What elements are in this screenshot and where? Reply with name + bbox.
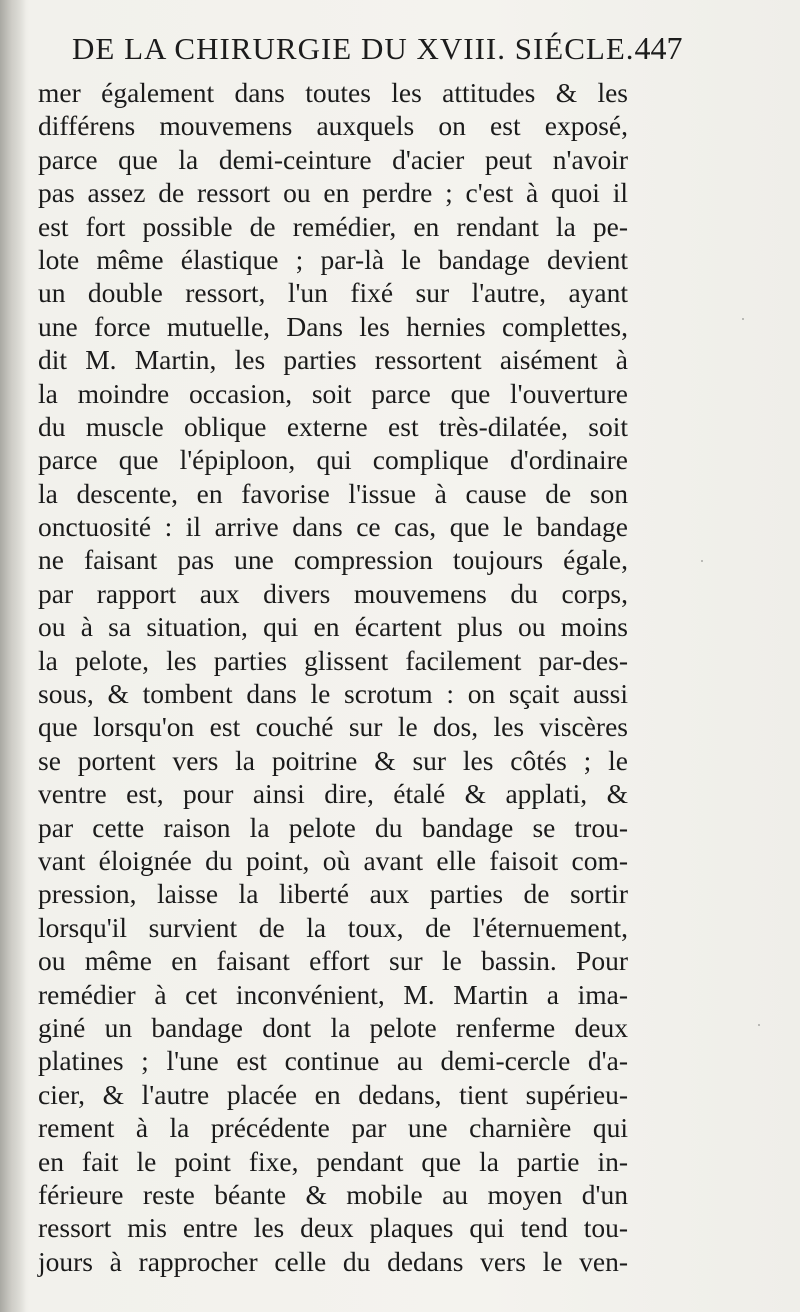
- page-number: 447: [634, 30, 683, 66]
- text-line: se portent vers la poitrine & sur les côtés ; le: [38, 744, 628, 776]
- paper-speck: [742, 318, 744, 320]
- running-head: [72, 30, 683, 76]
- text-line: pression, laisse la liberté aux parties de sortir: [38, 878, 628, 910]
- text-line: férieure reste béante & mobile au moyen d'un: [38, 1178, 628, 1210]
- text-line: giné un bandage dont la pelote renferme deux: [38, 1011, 628, 1043]
- text-line: jours à rapprocher celle du dedans vers le ven-: [38, 1245, 628, 1277]
- body-text: [38, 76, 628, 1286]
- text-line: parce que l'épiploon, qui complique d'ordinaire: [38, 444, 628, 476]
- text-line: en fait le point fixe, pendant que la partie in-: [38, 1145, 628, 1177]
- text-line: remédier à cet inconvénient, M. Martin a ima-: [38, 978, 628, 1010]
- paper-speck: [758, 1024, 760, 1026]
- text-line: platines ; l'une est continue au demi-cercle d'a-: [38, 1045, 628, 1077]
- text-line: la moindre occasion, soit parce que l'ouverture: [38, 377, 628, 409]
- text-line: ou même en faisant effort sur le bassin. Pour: [38, 945, 628, 977]
- text-line: dit M. Martin, les parties ressortent aisément à: [38, 344, 628, 376]
- text-line: différens mouvemens auxquels on est exposé,: [38, 110, 628, 142]
- text-line: lorsqu'il survient de la toux, de l'éternuement,: [38, 911, 628, 943]
- text-line: la descente, en favorise l'issue à cause de son: [38, 477, 628, 509]
- text-line: cier, & l'autre placée en dedans, tient supérieu-: [38, 1078, 628, 1110]
- paper-speck: [701, 560, 703, 562]
- text-line: vant éloignée du point, où avant elle faisoit com-: [38, 844, 628, 876]
- text-line: onctuosité : il arrive dans ce cas, que le bandage: [38, 511, 628, 543]
- gutter-shadow: [0, 0, 26, 1312]
- text-line: que lorsqu'on est couché sur le dos, les viscères: [38, 711, 628, 743]
- text-line: est fort possible de remédier, en rendant la pe-: [38, 210, 628, 242]
- text-line: ne faisant pas une compression toujours égale,: [38, 544, 628, 576]
- text-line: un double ressort, l'un fixé sur l'autre, ayant: [38, 277, 628, 309]
- text-line: mer également dans toutes les attitudes & les: [38, 77, 628, 108]
- text-line: une force mutuelle, Dans les hernies complettes,: [38, 310, 628, 342]
- text-line: ressort mis entre les deux plaques qui tend tou-: [38, 1212, 628, 1244]
- text-line: sous, & tombent dans le scrotum : on sçait aussi: [38, 678, 628, 710]
- text-line: parce que la demi-ceinture d'acier peut n'avoir: [38, 143, 628, 175]
- text-line: pas assez de ressort ou en perdre ; c'est à quoi il: [38, 177, 628, 209]
- text-line: la pelote, les parties glissent facilement par-des-: [38, 644, 628, 676]
- text-line: du muscle oblique externe est très-dilatée, soit: [38, 410, 628, 442]
- text-line: rement à la précédente par une charnière qui: [38, 1112, 628, 1144]
- running-title: DE LA CHIRURGIE DU XVIII. SIÉCLE.: [72, 31, 635, 66]
- text-line: ou à sa situation, qui en écartent plus ou moins: [38, 611, 628, 643]
- text-line: par rapport aux divers mouvemens du corps,: [38, 577, 628, 609]
- text-line: par cette raison la pelote du bandage se trou-: [38, 811, 628, 843]
- text-line: lote même élastique ; par-là le bandage devient: [38, 243, 628, 275]
- text-line: ventre est, pour ainsi dire, étalé & applati, &: [38, 778, 628, 810]
